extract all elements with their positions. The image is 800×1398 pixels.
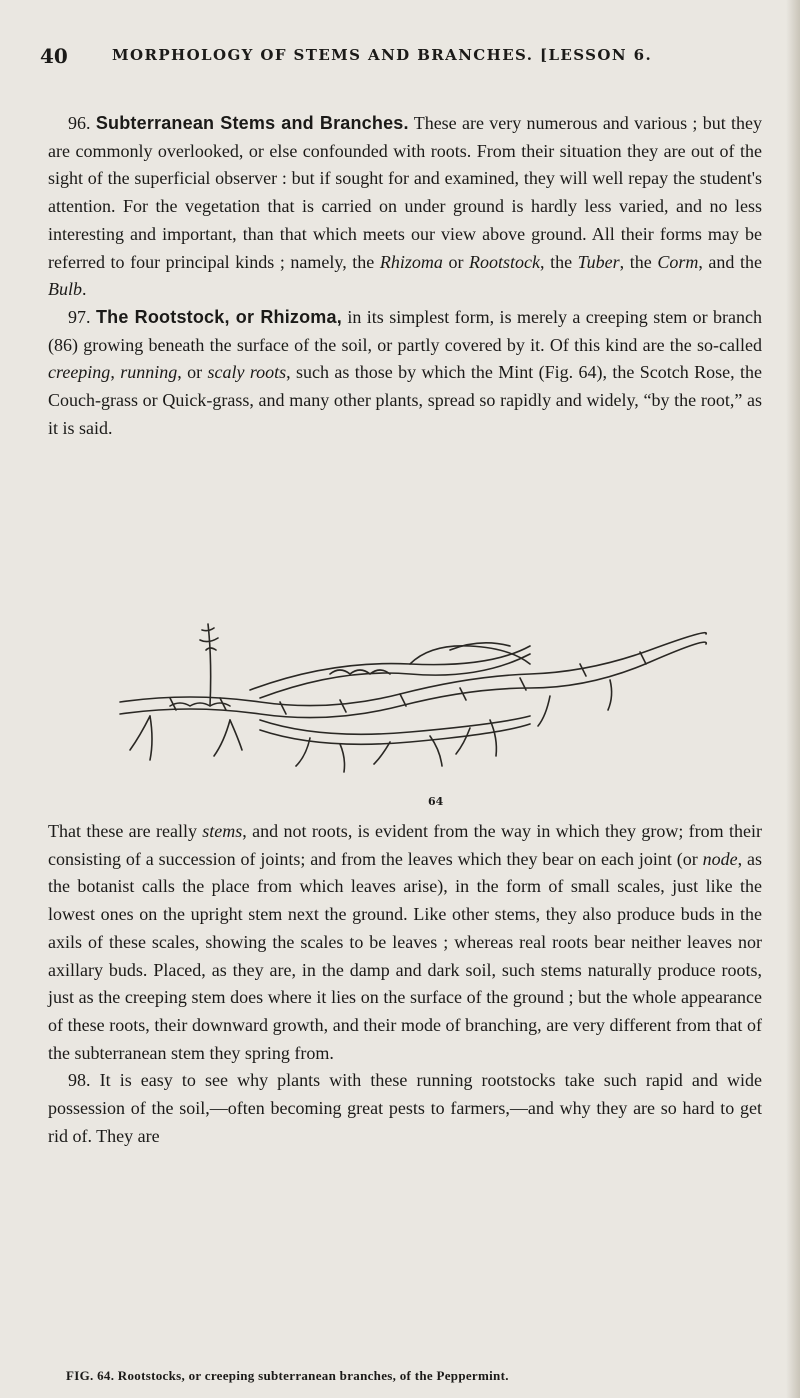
text-run: It is easy to see why plants with these running rootstocks take such rapid and wide possession of the soil,—often becoming great pests to farmers,—and why they are so hard to get rid of. They are xyxy=(48,1070,762,1146)
emphasis: Bulb xyxy=(48,279,82,300)
figure-number: 64 xyxy=(428,795,444,808)
body-text-bottom xyxy=(48,818,762,1150)
text-run: , as the botanist calls the place from which leaves arise), in the form of small scales, just like the lowest ones on the upright stem next the ground. Like other stems, they also produce buds in the axils of these scales, showing the scales to be leaves ; whereas real roots bear neither leaves nor axillary buds. Placed, as they are, in the damp and dark soil, such stems naturally produce roots, just as the creeping stem does where it lies on the surface of the ground ; but the whole appearance of these roots, their downward growth, and their mode of branching, are very different from that of the subterranean stem they spring from. xyxy=(48,848,763,1063)
text-run: . xyxy=(82,279,87,300)
section-number: 96. xyxy=(68,113,91,133)
emphasis: running xyxy=(120,362,178,383)
text-run: , such as those by which the Mint (Fig. 64), the Scotch Rose, the Couch-grass or Quick-grass, and many other plants, spread so rapidly and widely, “by the root,” as it is said. xyxy=(48,362,762,438)
emphasis: Rootstock xyxy=(469,251,540,272)
body-text-top xyxy=(48,110,762,442)
section-title: Subterranean Stems and Branches. xyxy=(95,113,409,133)
rootstock-illustration xyxy=(110,620,710,780)
section-number: 98. xyxy=(68,1070,91,1091)
paragraph-96 xyxy=(48,110,762,304)
emphasis: creeping xyxy=(48,362,111,383)
emphasis: Rhizoma xyxy=(379,251,443,272)
text-run: , or xyxy=(177,362,208,383)
section-number: 97. xyxy=(68,306,91,327)
text-run: , the xyxy=(540,251,578,272)
page-header xyxy=(40,44,780,74)
emphasis: Tuber xyxy=(577,251,620,272)
text-run: These are very numerous and various ; but they are commonly overlooked, or else confounded with roots. From their situation they are out of the sight of the superficial observer : but if sought for and examined, they will well repay the student's attention. For the vegetation that is carried on under ground is hardly less varied, and no less interesting and important, than that which meets our view above ground. All their forms may be referred to four principal kinds ; namely, the xyxy=(48,113,762,272)
emphasis: node xyxy=(702,848,738,869)
emphasis: Corm xyxy=(657,251,699,272)
text-run: , the xyxy=(619,251,658,272)
paragraph-98 xyxy=(48,1067,762,1150)
emphasis: stems xyxy=(202,821,243,841)
text-run: That these are really xyxy=(48,821,203,841)
page-edge-shadow xyxy=(786,0,800,1398)
text-run: or xyxy=(442,251,470,272)
text-run: , and the xyxy=(698,251,762,272)
emphasis: scaly roots xyxy=(207,362,287,383)
text-run: , and not roots, is evident from the way in which they grow; from their consisting of a succession of joints; and from the leaves which they bear on each joint (or xyxy=(48,821,762,869)
paragraph-97-continued xyxy=(48,818,762,1067)
section-title: The Rootstock, or Rhizoma, xyxy=(95,306,342,327)
text-run: , xyxy=(110,362,121,383)
paragraph-97 xyxy=(48,304,762,443)
figure-caption: FIG. 64. Rootstocks, or creeping subterranean branches, of the Peppermint. xyxy=(66,1368,509,1383)
running-head: MORPHOLOGY OF STEMS AND BRANCHES. [LESSON 6. xyxy=(112,46,653,64)
page-number: 40 xyxy=(40,44,68,68)
text-run: in its simplest form, is merely a creeping stem or branch (86) growing beneath the surface of the soil, or partly covered by it. Of this kind are the so-called xyxy=(48,306,763,355)
